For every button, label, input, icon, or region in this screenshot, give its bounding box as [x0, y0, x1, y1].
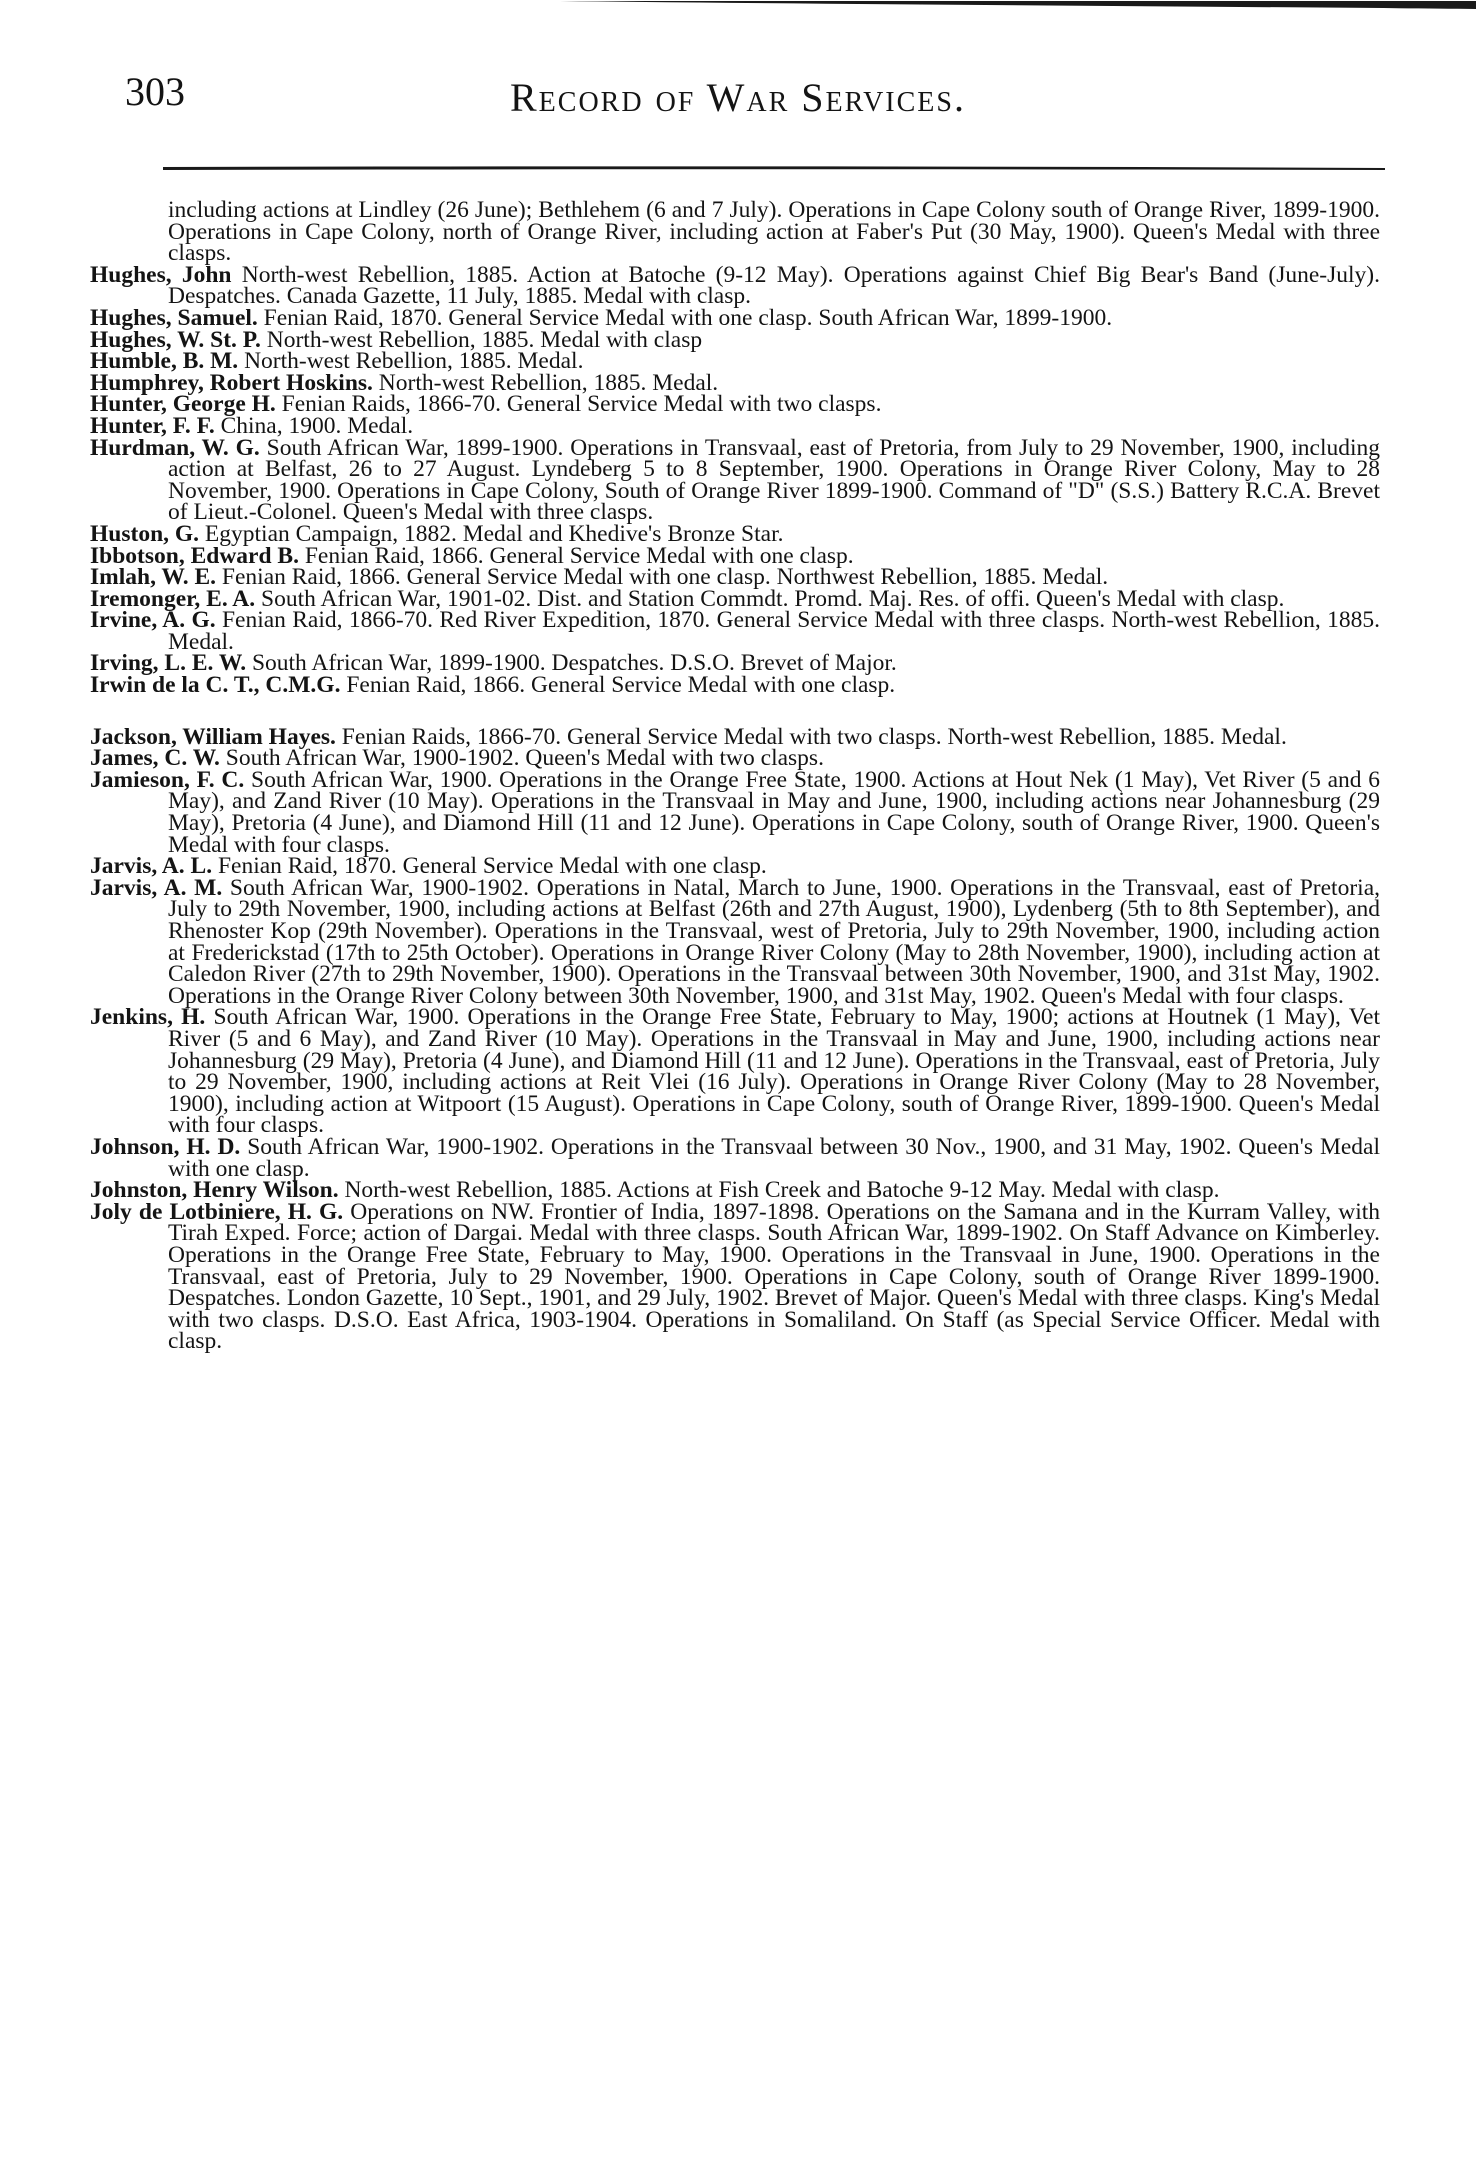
entry-hughes-w-st-p: Hughes, W. St. P. North-west Rebellion, 1885. Medal with clasp [90, 326, 703, 353]
entry-hurdman: Hurdman, W. G. South African War, 1899-1900. Operations in Transvaal, east of Pretoria, from July to 29 November, 1900, including action at Belfast, 26 to 27 August. Lyndeberg 5 to 8 September, 1900. Operations in Orange River Colony, May to 28 November, 1900. Operations in Cape Colony, South of Orange River 1899-1900. Command of "D" (S.S.) Battery R.C.A. Brevet of Lieut.-Colonel. Queen's Medal with three clasps. [90, 434, 1380, 526]
entry-johnston: Johnston, Henry Wilson. North-west Rebellion, 1885. Actions at Fish Creek and Batoche 9-12 May. Medal with clasp. [90, 1177, 1220, 1204]
entry-jarvis-a-l: Jarvis, A. L. Fenian Raid, 1870. General Service Medal with one clasp. [90, 853, 767, 880]
entry-jackson: Jackson, William Hayes. Fenian Raids, 1866-70. General Service Medal with two clasps. North-west Rebellion, 1885. Medal. [90, 723, 1287, 750]
entry-hunter-f-f: Hunter, F. F. China, 1900. Medal. [90, 412, 414, 439]
page-number: 303 [125, 69, 185, 114]
running-head: Record of War Services. [510, 75, 966, 120]
entry-ibbotson: Ibbotson, Edward B. Fenian Raid, 1866. General Service Medal with one clasp. [90, 542, 854, 569]
entry-hughes-samuel: Hughes, Samuel. Fenian Raid, 1870. General Service Medal with one clasp. South African War, 1899-1900. [90, 304, 1113, 331]
entry-johnson: Johnson, H. D. South African War, 1900-1902. Operations in the Transvaal between 30 Nov., 1900, and 31 May, 1902. Queen's Medal with one clasp. [90, 1133, 1380, 1182]
header-rule [163, 164, 1385, 172]
entry-joly-de-lotbiniere: Joly de Lotbiniere, H. G. Operations on NW. Frontier of India, 1897-1898. Operations on the Samana and in the Kurram Valley, with Tirah Exped. Force; action of Dargai. Medal with three clasps. South African War, 1899-1902. On Staff Advance on Kimberley. Operations in the Orange Free State, February to May, 1900. Operations in the Transvaal in June, 1900. Operations in the Transvaal, east of Pretoria, July to 29 November, 1900. Operations in Cape Colony, south of Orange River 1899-1900. Despatches. London Gazette, 10 Sept., 1901, and 29 July, 1902. Brevet of Major. Queen's Medal with three clasps. King's Medal with two clasps. D.S.O. East Africa, 1903-1904. Operations in Somaliland. On Staff (as Special Service Officer. Medal with clasp. [90, 1198, 1381, 1355]
entry-jarvis-a-m: Jarvis, A. M. South African War, 1900-1902. Operations in Natal, March to June, 1900. Operations in the Transvaal, east of Pretoria, July to 29th November, 1900, including actions at Belfast (26th and 27th August, 1900), Lydenberg (5th to 8th September), and Rhenoster Kop (29th November). Operations in the Transvaal, west of Pretoria, July to 29th November, 1900, including action at Frederickstad (17th to 25th October). Operations in Orange River Colony (May to 28th November, 1900), including action at Caledon River (27th to 29th November, 1900). Operations in the Transvaal between 30th November, 1900, and 31st May, 1902. Operations in the Orange River Colony between 30th November, 1900, and 31st May, 1902. Queen's Medal with four clasps. [90, 874, 1380, 1009]
entry-hunter-george: Hunter, George H. Fenian Raids, 1866-70. General Service Medal with two clasps. [90, 391, 882, 418]
top-edge-rule [0, 0, 1476, 16]
entry-humble: Humble, B. M. North-west Rebellion, 1885. Medal. [90, 348, 584, 375]
entry-iremonger: Iremonger, E. A. South African War, 1901-02. Dist. and Station Commdt. Promd. Maj. Res. of offi. Queen's Medal with clasp. [90, 585, 1285, 612]
section-gap [90, 697, 1380, 727]
entry-jenkins: Jenkins, H. South African War, 1900. Operations in the Orange Free State, February to May, 1900; actions at Houtnek (1 May), Vet River (5 and 6 May), and Zand River (10 May). Operations in the Transvaal in May and June, 1900, including actions near Johannesburg (29 May), Pretoria (4 June), and Diamond Hill (11 and 12 June). Operations in the Transvaal, east of Pretoria, July to 29 November, 1900, including actions at Reit Vlei (16 July). Operations in Orange River Colony (May to 28 November, 1900), including action at Witpoort (15 August). Operations in Cape Colony, south of Orange River, 1899-1900. Queen's Medal with four clasps. [90, 1004, 1381, 1139]
entry-hughes-john: Hughes, John North-west Rebellion, 1885. Action at Batoche (9-12 May). Operations against Chief Big Bear's Band (June-July). Despatches. Canada Gazette, 11 July, 1885. Medal with clasp. [90, 261, 1381, 310]
entries-list [90, 197, 1381, 1355]
entry-james: James, C. W. South African War, 1900-1902. Queen's Medal with two clasps. [90, 745, 824, 772]
entry-irwin: Irwin de la C. T., C.M.G. Fenian Raid, 1866. General Service Medal with one clasp. [90, 672, 896, 699]
entry-irvine: Irvine, A. G. Fenian Raid, 1866-70. Red River Expedition, 1870. General Service Medal with three clasps. North-west Rebellion, 1885. Medal. [90, 607, 1381, 655]
entry-jamieson: Jamieson, F. C. South African War, 1900. Operations in the Orange Free State, 1900. Actions at Hout Nek (1 May), Vet River (5 and 6 May), and Zand River (10 May). Operations in the Transvaal in May and June, 1900, including actions near Johannesburg (29 May), Pretoria (4 June), and Diamond Hill (11 and 12 June). Operations in Cape Colony, south of Orange River, 1900. Queen's Medal with four clasps. [90, 766, 1380, 858]
entry-imlah: Imlah, W. E. Fenian Raid, 1866. General Service Medal with one clasp. Northwest Rebellion, 1885. Medal. [90, 564, 1109, 591]
entry-continuation: including actions at Lindley (26 June); Bethlehem (6 and 7 July). Operations in Cape Colony south of Orange River, 1899-1900. Operations in Cape Colony, north of Orange River, including action at Faber's Put (30 May, 1900). Queen's Medal with three clasps. [168, 197, 1380, 267]
entry-huston: Huston, G. Egyptian Campaign, 1882. Medal and Khedive's Bronze Star. [90, 520, 784, 547]
entry-irving: Irving, L. E. W. South African War, 1899-1900. Despatches. D.S.O. Brevet of Major. [90, 650, 897, 677]
entry-humphrey: Humphrey, Robert Hoskins. North-west Rebellion, 1885. Medal. [90, 369, 719, 396]
